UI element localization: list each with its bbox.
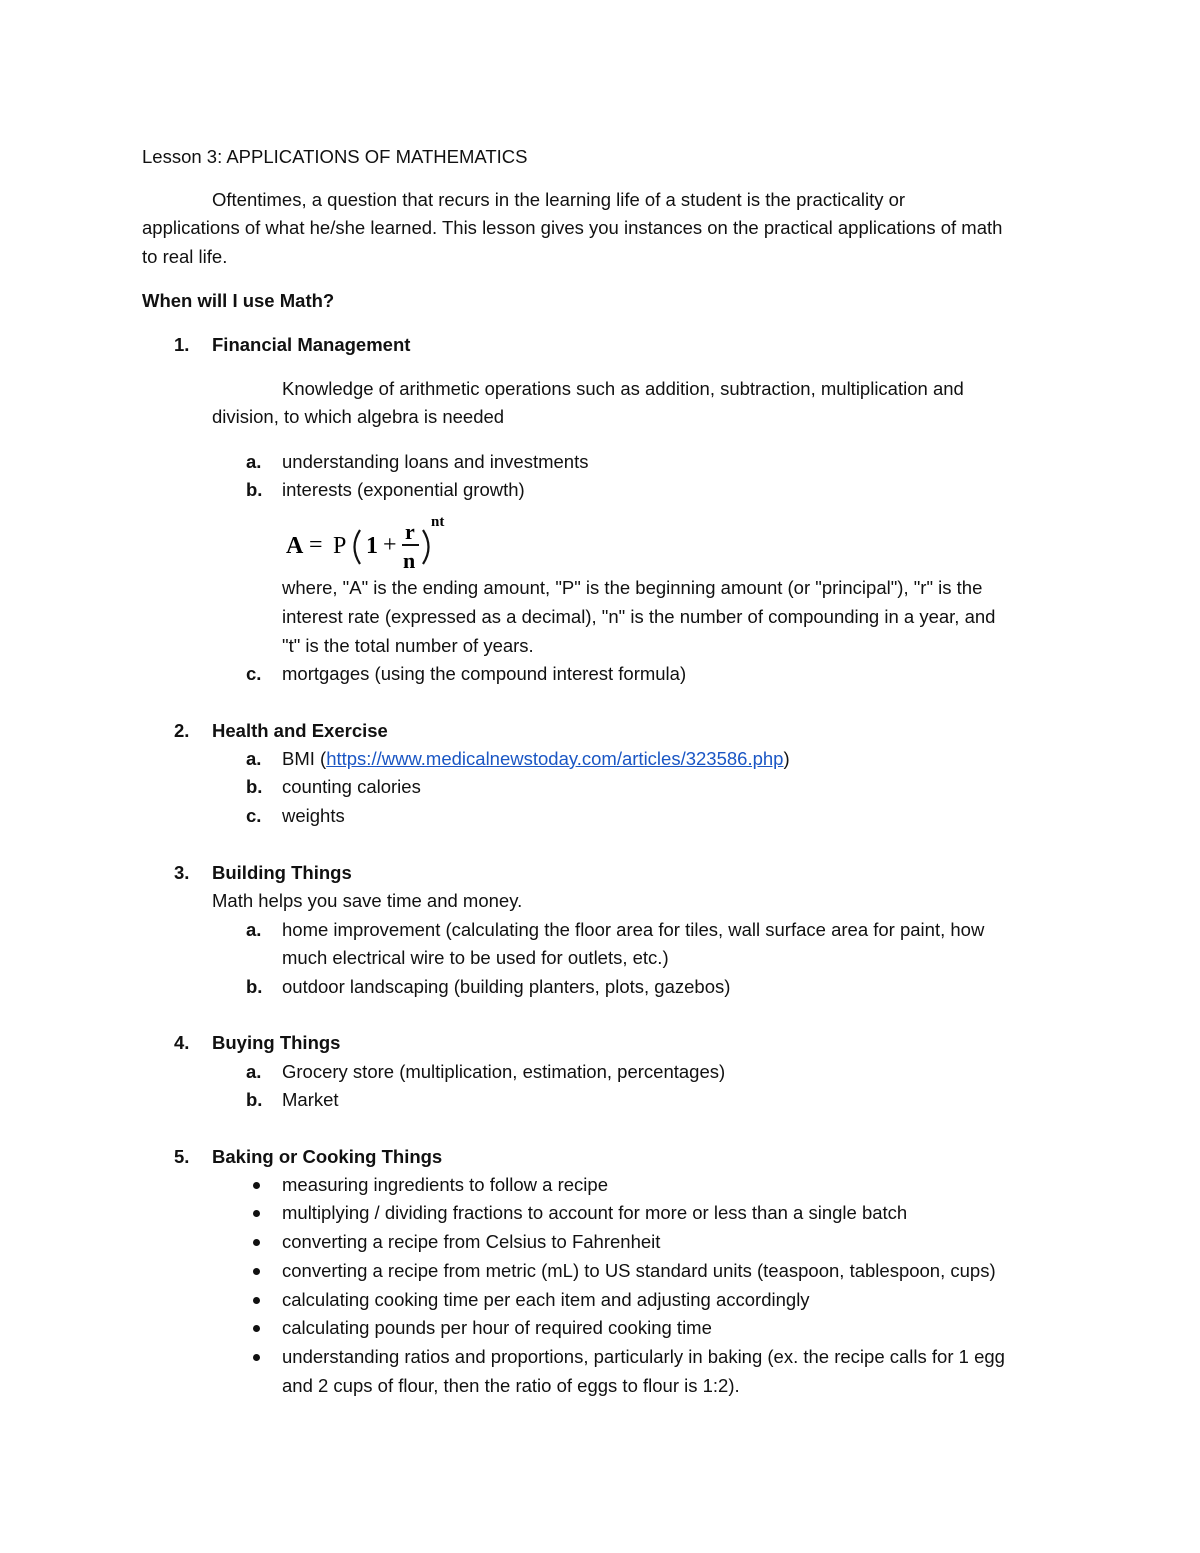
section-question-heading: When will I use Math? [142,290,335,311]
section-3-item-a-line-1: home improvement (calculating the floor area for tiles, wall surface area for paint, how [282,919,985,940]
bullet-icon [253,1182,260,1189]
bullet-icon [253,1354,260,1361]
formula-right-paren [423,530,429,564]
section-4-item-b-label: b. [246,1089,263,1110]
bmi-prefix: BMI ( [282,748,327,769]
section-1-title: Financial Management [212,334,411,355]
section-4-title: Buying Things [212,1032,341,1053]
section-2-title: Health and Exercise [212,720,388,741]
formula-p: P [333,533,347,559]
section-4-number: 4. [174,1032,190,1053]
section-5-bullet-7: understanding ratios and proportions, particularly in baking (ex. the recipe calls for 1 egg [282,1346,1005,1367]
formula-left-paren [355,530,361,564]
section-1-item-b-label: b. [246,479,263,500]
section-2-number: 2. [174,720,190,741]
formula-n: n [403,548,416,572]
section-2-item-a-text [282,748,790,770]
section-1-item-b-text: interests (exponential growth) [282,479,525,500]
section-3-item-a-line-2: much electrical wire to be used for outlets, etc.) [282,947,669,968]
section-2-item-c-text: weights [282,805,345,826]
bullet-icon [253,1268,260,1275]
section-1-desc-line-2: division, to which algebra is needed [212,406,505,427]
bmi-link[interactable]: https://www.medicalnewstoday.com/articles/323586.php [326,748,784,769]
formula-one: 1 [366,533,378,559]
section-4-item-b-text: Market [282,1089,339,1110]
bullet-icon [253,1297,260,1304]
compound-interest-formula [282,512,452,572]
formula-r: r [405,519,415,544]
section-1-item-a-text: understanding loans and investments [282,451,589,472]
section-1-where-line-1: where, "A" is the ending amount, "P" is the beginning amount (or "principal"), "r" is the [282,577,983,598]
section-1-item-c-text: mortgages (using the compound interest formula) [282,663,687,684]
formula-exponent: nt [431,514,445,530]
bullet-icon [253,1325,260,1332]
section-1-item-c-label: c. [246,663,262,684]
section-5-bullet-5: calculating cooking time per each item and adjusting accordingly [282,1289,810,1310]
section-2-item-c-label: c. [246,805,262,826]
intro-line-2: applications of what he/she learned. This lesson gives you instances on the practical applications of math [142,217,1003,238]
section-5-bullet-7-cont: and 2 cups of flour, then the ratio of eggs to flour is 1:2). [282,1375,740,1396]
section-3-item-b-text: outdoor landscaping (building planters, plots, gazebos) [282,976,731,997]
intro-line-3: to real life. [142,246,228,267]
section-5-bullet-1: measuring ingredients to follow a recipe [282,1174,608,1195]
formula-lhs: A [286,533,304,559]
section-3-number: 3. [174,862,190,883]
section-2-item-b-label: b. [246,776,263,797]
section-5-bullet-4: converting a recipe from metric (mL) to US standard units (teaspoon, tablespoon, cups) [282,1260,996,1281]
bullet-icon [253,1239,260,1246]
section-1-desc-line-1: Knowledge of arithmetic operations such as addition, subtraction, multiplication and [282,378,964,399]
section-5-number: 5. [174,1146,190,1167]
formula-plus: + [383,532,397,558]
section-3-title: Building Things [212,862,352,883]
section-1-where-line-2: interest rate (expressed as a decimal), "n" is the number of compounding in a year, and [282,606,996,627]
section-2-item-a-label: a. [246,748,262,769]
section-4-item-a-label: a. [246,1061,262,1082]
section-1-item-a-label: a. [246,451,262,472]
section-3-item-b-label: b. [246,976,263,997]
section-5-title: Baking or Cooking Things [212,1146,443,1167]
section-5-bullet-3: converting a recipe from Celsius to Fahrenheit [282,1231,661,1252]
intro-line-1: Oftentimes, a question that recurs in the learning life of a student is the practicality or [212,189,906,210]
section-2-item-b-text: counting calories [282,776,421,797]
bullet-icon [253,1210,260,1217]
section-3-item-a-label: a. [246,919,262,940]
section-5-bullet-2: multiplying / dividing fractions to account for more or less than a single batch [282,1202,908,1223]
formula-equals: = [309,532,323,558]
section-4-item-a-text: Grocery store (multiplication, estimation, percentages) [282,1061,726,1082]
section-1-where-line-3: "t" is the total number of years. [282,635,534,656]
section-3-note: Math helps you save time and money. [212,890,523,911]
section-5-bullet-6: calculating pounds per hour of required cooking time [282,1317,712,1338]
section-1-number: 1. [174,334,190,355]
bmi-suffix: ) [783,748,790,769]
page-title: Lesson 3: APPLICATIONS OF MATHEMATICS [142,146,528,167]
